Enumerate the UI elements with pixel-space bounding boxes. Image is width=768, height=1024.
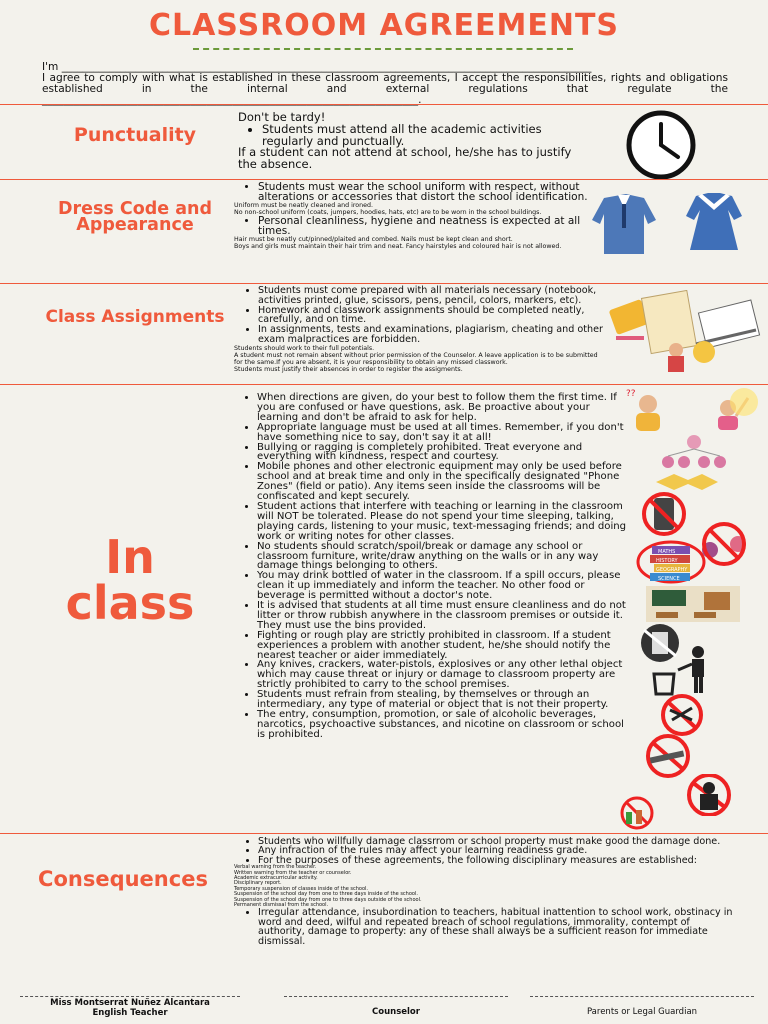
signature-line-teacher (20, 996, 240, 997)
list-item: • Students must come prepared with all materials necessary (notebook, activities printed, glue, scissors, pens, pencil, colors, markers, etc). (258, 286, 606, 306)
trash-bin-icon (648, 644, 718, 696)
in-class-title-line: class (65, 576, 195, 630)
dress-note: Hair must be neatly cut/pinned/plaited and combed. Nails must be kept clean and short. (234, 236, 513, 243)
no-weapons-icon (628, 734, 708, 778)
list-item: • Appropriate language must be used at all times. Remember, if you don't have something nice to say, don't say it at all! (257, 423, 629, 443)
list-item: • No students should scratch/spoil/break or damage any school or classroom furniture, write/draw anything on the walls or in any way damage things belonging to others. (257, 542, 629, 572)
list-item: • Homework and classwork assignments should be completed neatly, carefully, and on time. (258, 306, 606, 326)
school-uniform-icon (586, 190, 766, 258)
in-class-title (30, 530, 230, 630)
teacher-role: English Teacher (92, 1008, 168, 1018)
assignments-note: A student must not remain absent without prior permission of the Counselor. A leave application is to be submitted for the same.If you are absent, it is your responsibility to obtain any missed classwork. (234, 351, 598, 366)
list-item: • When directions are given, do your best to follow them the first time. If you are confused or have questions, ask. Be proactive about your learning and don't be afraid to ask for help. (257, 393, 629, 423)
intro-name-line: I'm ____________________________________________________________________________________________________ (42, 62, 592, 73)
svg-text:??: ?? (626, 389, 636, 399)
book-label: GEOGRAPHY (656, 567, 688, 573)
assignments-note: Students should work to their full potentials. (234, 344, 375, 352)
intro-text: I agree to comply with what is established in these classroom agreements, I accept the responsibilities, rights and obligations established in the internal and external regulations that regulate the _______________________________________________________________________. (42, 72, 728, 106)
no-fighting-icon (642, 694, 722, 736)
handshake-icon (652, 468, 722, 494)
punctuality-lead: Don't be tardy! (238, 110, 326, 124)
measure-item: Academic extracurricular activity. (234, 875, 318, 882)
dress-note: Uniform must be neatly cleaned and ironed. (234, 202, 374, 209)
list-item: • It is advised that students at all time must ensure cleanliness and do not litter or throw rubbish anywhere in the classroom premises or outside it. They must use the bins provided. (257, 601, 629, 631)
teacher-name: Miss Montserrat Nuñez Alcantara (50, 998, 210, 1008)
list-item: • Irregular attendance, insubordination to teachers, habitual inattention to school work, obstinacy in word and deed, wilful and repeated breach of school regulations, immorality, contempt of authority, damage to property: any of these shall always be a sufficient reason for immediate dismissal. (258, 908, 734, 946)
in-class-title-line: In (105, 530, 155, 584)
asking-students-icon (618, 386, 766, 434)
signature-line-counselor (284, 996, 508, 997)
dress-code-title: Dress Code and Appearance (57, 199, 213, 235)
list-item: • Students must attend all the academic activities regularly and punctually. (262, 124, 578, 148)
classroom-scene-icon (646, 586, 740, 622)
in-class-body (233, 393, 629, 740)
measure-item: Suspension of the school day from one to three days outside of the school. (234, 896, 422, 903)
divider (0, 104, 768, 105)
counselor-label: Counselor (372, 1007, 420, 1017)
punctuality-title: Punctuality (73, 124, 197, 146)
list-item: • For the purposes of these agreements, the following disciplinary measures are established: (258, 856, 734, 865)
dress-code-body (234, 182, 600, 250)
list-item: • Mobile phones and other electronic equipment may only be used before school and at break time and only in the specifically designated "Phone Zones" (field or patio). Any items seen inside the classrooms will be confiscated and kept securely. (257, 462, 629, 502)
list-item: • Personal cleanliness, hygiene and neatness is expected at all times. (258, 216, 600, 236)
list-item: • Students must wear the school uniform with respect, without alterations or accessories that distort the school identification. (258, 182, 600, 202)
assignments-title: Class Assignments (45, 307, 225, 327)
page-title: CLASSROOM AGREEMENTS (148, 8, 620, 43)
list-item: • The entry, consumption, promotion, or sale of alcoholic beverages, narcotics, psychoactive substances, and nicotine on classroom or school is prohibited. (257, 710, 629, 740)
list-item: • In assignments, tests and examinations, plagiarism, cheating and other exam malpractices are forbidden. (258, 325, 606, 345)
no-stealing-icon (676, 774, 742, 816)
guardian-label: Parents or Legal Guardian (586, 1007, 698, 1017)
measure-item: Verbal warning from the teacher. (234, 864, 317, 871)
book-label: SCIENCE (658, 576, 680, 582)
measure-item: Suspension of the school day from one to three days inside of the school. (234, 891, 418, 898)
measure-item: Permanent dismissal from the school. (234, 902, 329, 909)
measure-item: Temporary suspension of classes inside of the school. (234, 885, 369, 892)
assignments-body (234, 286, 606, 373)
title-underline (193, 48, 573, 50)
divider (0, 179, 768, 180)
list-item: • Students must refrain from stealing, by themselves or through an intermediary, any type of material or object that is not their property. (257, 690, 629, 710)
list-item: • Fighting or rough play are strictly prohibited in classroom. If a student experiences a problem with another student, he/she should notify the nearest teacher or aider immediately. (257, 631, 629, 661)
book-label: MATHS (658, 549, 676, 555)
list-item: • Students who willfully damage classrrom or school property must make good the damage done. (258, 837, 734, 846)
divider (0, 384, 768, 385)
divider (0, 833, 768, 834)
list-item: • Any infraction of the rules may affect your learning readiness grade. (258, 846, 734, 855)
measure-item: Disciplinary report. (234, 880, 282, 887)
intro (42, 62, 728, 106)
list-item: • Any knives, crackers, water-pistols, explosives or any other lethal object which may cause threat or injury or damage to classroom property are strictly prohibited to carry to the school premises. (257, 660, 629, 690)
punctuality-body (238, 112, 578, 171)
punctuality-closing: If a student can not attend at school, he/she has to justify the absence. (238, 145, 572, 172)
signature-line-guardian (530, 996, 754, 997)
community-network-icon (654, 432, 734, 472)
consequences-body (234, 837, 734, 946)
assignments-note: Students must justify their absences in order to register the assigments. (234, 365, 463, 373)
books-icon (636, 540, 706, 584)
clock-icon (606, 110, 716, 180)
measure-item: Written warning from the teacher or counselor. (234, 869, 352, 876)
school-supplies-icon (606, 290, 766, 376)
list-item: • Bullying or ragging is completely prohibited. Treat everyone and everything with kindness, respect and courtesy. (257, 443, 629, 463)
list-item: • Student actions that interfere with teaching or learning in the classroom will NOT be tolerated. Please do not spend your time sleeping, talking, playing cards, listening to your music, text-messaging friends; and doing work or writing notes for other classes. (257, 502, 629, 542)
list-item: • You may drink bottled of water in the classroom. If a spill occurs, please clean it up immediately and inform the teacher. No other food or beverage is permitted without a doctor's note. (257, 571, 629, 601)
divider (0, 283, 768, 284)
consequences-title: Consequences (38, 867, 208, 891)
no-alcohol-icon (612, 796, 662, 830)
dress-note: Boys and girls must maintain their hair trim and neat. Fancy hairstyles and coloured hair is not allowed. (234, 243, 562, 250)
book-label: HISTORY (656, 558, 678, 564)
dress-note: No non-school uniform (coats, jumpers, hoodies, hats, etc) are to be worn in the school buildings. (234, 209, 542, 216)
